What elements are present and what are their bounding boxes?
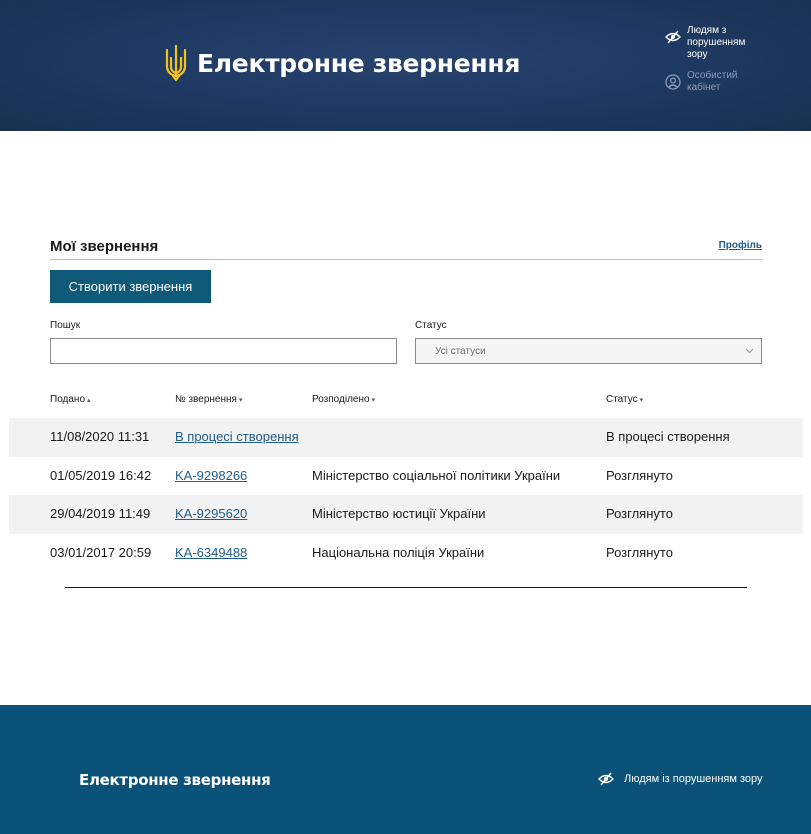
sort-desc-icon: ▾ (639, 397, 644, 404)
chevron-down-icon (745, 348, 754, 354)
table-row (9, 495, 803, 534)
row-status: Розглянуто (606, 467, 673, 483)
section-header (50, 236, 762, 260)
vision-impaired-label: Людям з порушенням зору (687, 25, 746, 60)
row-distributed: Національна поліція України (312, 544, 485, 560)
column-header-label: № звернення (175, 394, 237, 405)
sort-desc-icon: ▾ (238, 397, 243, 404)
personal-cabinet-label: Особистий кабінет (687, 70, 738, 93)
row-distributed: Міністерство юстиції України (312, 506, 486, 521)
table-row (9, 534, 803, 573)
site-footer (0, 705, 811, 834)
search-label: Пошук (50, 320, 81, 331)
table-row (9, 457, 803, 496)
site-header (0, 0, 811, 131)
row-number-link[interactable]: В процесі створення (175, 429, 299, 444)
sort-asc-icon: ▴ (87, 397, 91, 404)
search-input[interactable] (50, 338, 397, 364)
vision-impaired-link[interactable] (665, 25, 763, 61)
page-title: Мої звернення (50, 238, 159, 255)
status-label: Статус (415, 320, 447, 331)
footer-title: Електронне звернення (79, 771, 271, 789)
column-header-submitted[interactable] (50, 394, 91, 405)
sort-desc-icon: ▾ (371, 397, 376, 404)
site-title: Електронне звернення (197, 48, 521, 78)
brand[interactable] (164, 44, 520, 82)
column-header-status[interactable] (606, 394, 643, 405)
footer-vision-impaired-label: Людям із порушенням зору (624, 773, 763, 785)
row-distributed: Міністерство соціальної політики України (312, 467, 561, 483)
appeals-table (9, 418, 803, 572)
row-number-link[interactable]: KA-6349488 (175, 544, 248, 560)
column-header-label: Подано (50, 394, 86, 405)
row-date: 11/08/2020 11:31 (50, 429, 150, 444)
row-date: 01/05/2019 16:42 (50, 467, 152, 483)
row-status: Розглянуто (606, 506, 673, 521)
trident-icon (164, 44, 188, 82)
status-select[interactable] (415, 338, 762, 364)
row-date: 29/04/2019 11:49 (50, 506, 151, 521)
row-number-link[interactable]: KA-9298266 (175, 467, 248, 483)
divider (65, 587, 747, 588)
status-select-value: Усі статуси (435, 346, 486, 357)
column-header-label: Статус (606, 394, 638, 405)
profile-link[interactable]: Профіль (718, 240, 762, 251)
row-date: 03/01/2017 20:59 (50, 544, 152, 560)
footer-vision-impaired-link[interactable] (598, 771, 763, 787)
table-row (9, 418, 803, 457)
user-icon (665, 74, 681, 90)
column-header-number[interactable] (175, 394, 242, 405)
column-header-distributed[interactable] (312, 394, 375, 405)
table-header (0, 392, 811, 410)
row-status: Розглянуто (606, 544, 673, 560)
create-appeal-button[interactable]: Створити звернення (50, 270, 211, 303)
row-number-link[interactable]: KA-9295620 (175, 506, 248, 521)
low-vision-icon (598, 771, 614, 787)
low-vision-icon (665, 29, 681, 45)
column-header-label: Розподілено (312, 394, 370, 405)
personal-cabinet-link[interactable] (665, 70, 763, 94)
row-status: В процесі створення (606, 429, 730, 444)
